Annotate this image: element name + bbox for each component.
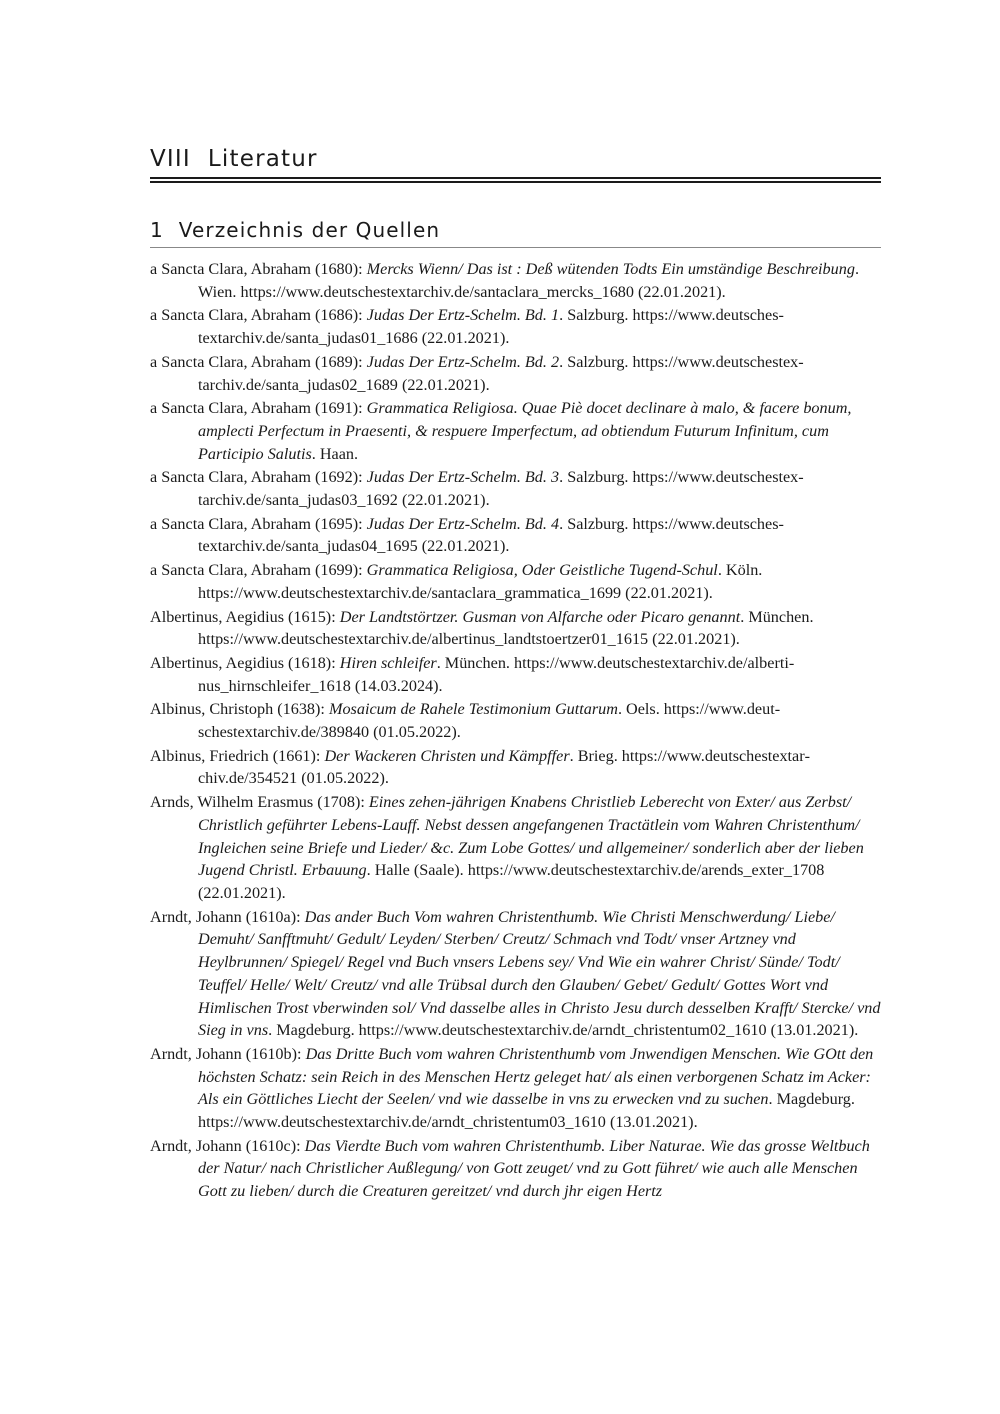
entry-title: Judas Der Ertz-Schelm. Bd. 2 xyxy=(366,352,560,371)
entry-author-year: a Sancta Clara, Abraham (1689): xyxy=(150,352,367,371)
entry-title: Der Landtstörtzer. Gusman von Alfarche oder Picaro genannt xyxy=(339,607,741,626)
chapter-heading xyxy=(150,144,881,174)
entry-title: Judas Der Ertz-Schelm. Bd. 4 xyxy=(366,514,560,533)
entry-title: Judas Der Ertz-Schelm. Bd. 1 xyxy=(366,306,560,325)
entry-title: Grammatica Religiosa, Oder Geistliche Tugend-Schul xyxy=(366,561,718,580)
entry-publication: . Oels. https://www.deutschestextarchiv.de/389840 (01.05.2022). xyxy=(198,700,781,742)
section-number: 1 xyxy=(150,218,164,242)
entry-publication: . Salzburg. https://www.deutschestextarchiv.de/santa_judas04_1695 (22.01.2021). xyxy=(198,514,784,556)
chapter-title: Literatur xyxy=(207,146,318,172)
entry-publication: . Salzburg. https://www.deutschestextarchiv.de/santa_judas03_1692 (22.01.2021). xyxy=(198,468,804,510)
entry-author-year: Albertinus, Aegidius (1615): xyxy=(150,607,340,626)
bibliography-list xyxy=(150,258,881,1204)
entry-publication: . München. https://www.deutschestextarchiv.de/albertinus_hirnschleifer_1618 (14.03.2024). xyxy=(198,653,795,695)
entry-publication: . Salzburg. https://www.deutschestextarchiv.de/santa_judas02_1689 (22.01.2021). xyxy=(198,352,804,394)
entry-title: Das Vierdte Buch vom wahren Christenthumb. Liber Naturae. Wie das grosse Weltbuch der Natur/ nach Christlicher Außlegung/ von Gott zeuget/ vnd zu Gott führet/ wie auch alle Menschen Gott zu lieben/ durch die Creaturen gereitzet/ vnd durch jhr eigen Hertz xyxy=(198,1136,870,1201)
entry-publication: . Wien. https://www.deutschestextarchiv.de/santaclara_mercks_1680 (22.01.2021). xyxy=(198,260,859,301)
entry-author-year: Arnds, Wilhelm Erasmus (1708): xyxy=(150,793,369,812)
bibliography-entry xyxy=(150,258,881,303)
entry-title: Hiren schleifer xyxy=(339,653,437,672)
entry-publication: . Köln. https://www.deutschestextarchiv.de/santaclara_grammatica_1699 (22.01.2021). xyxy=(198,561,763,602)
entry-author-year: a Sancta Clara, Abraham (1686): xyxy=(150,306,367,325)
entry-author-year: a Sancta Clara, Abraham (1692): xyxy=(150,468,367,487)
entry-publication: . Brieg. https://www.deutschestextarchiv.de/354521 (01.05.2022). xyxy=(198,746,811,788)
bibliography-entry xyxy=(150,1043,881,1134)
section-heading-rule xyxy=(150,247,881,248)
bibliography-entry xyxy=(150,351,881,396)
entry-publication: . München. https://www.deutschestextarchiv.de/albertinus_landtstoertzer01_1615 (22.01.2021). xyxy=(198,607,814,649)
entry-publication: . Salzburg. https://www.deutschestextarchiv.de/santa_judas01_1686 (22.01.2021). xyxy=(198,306,784,348)
bibliography-entry xyxy=(150,698,881,743)
entry-author-year: Arndt, Johann (1610c): xyxy=(150,1136,305,1155)
entry-author-year: Arndt, Johann (1610b): xyxy=(150,1044,306,1063)
entry-publication: . Magdeburg. https://www.deutschestextarchiv.de/arndt_christentum02_1610 (13.01.2021). xyxy=(268,1021,859,1040)
entry-title: Judas Der Ertz-Schelm. Bd. 3 xyxy=(366,468,560,487)
entry-author-year: a Sancta Clara, Abraham (1680): xyxy=(150,260,367,278)
entry-author-year: Arndt, Johann (1610a): xyxy=(150,907,305,926)
entry-author-year: a Sancta Clara, Abraham (1691): xyxy=(150,399,367,418)
bibliography-entry xyxy=(150,466,881,511)
entry-title: Das Dritte Buch vom wahren Christenthumb vom Jnwendigen Menschen. Wie GOtt den höchsten Schatz: sein Reich in des Menschen Hertz geleget hat/ als einen verborgenen Schatz im Acker: Als ein Göttliches Liecht der Seelen/ vnd wie dasselbe in vns zu erwecken vnd zu suchen xyxy=(198,1044,874,1109)
entry-title: Eines zehen-jährigen Knabens Christlieb Leberecht von Exter/ aus Zerbst/ Christlich geführter Lebens-Lauff. Nebst dessen angefangenen Tractätlein vom Wahren Christenthum/ Ingleichen seine Briefe und Lieder/ &c. Zum Lobe Gottes/ und allgemeiner/ sonderlich aber der lieben Jugend Christl. Erbauung xyxy=(198,793,864,880)
entry-publication: . Magdeburg. https://www.deutschestextarchiv.de/arndt_christentum03_1610 (13.01.2021). xyxy=(198,1090,855,1132)
entry-publication: . Halle (Saale). https://www.deutschestextarchiv.de/arends_exter_1708 (22.01.2021). xyxy=(198,861,825,902)
bibliography-entry xyxy=(150,745,881,790)
entry-publication: . Haan. xyxy=(311,444,359,463)
bibliography-entry xyxy=(150,397,881,465)
section-heading xyxy=(150,216,881,244)
bibliography-entry xyxy=(150,559,881,604)
entry-title: Mercks Wienn/ Das ist : Deß wütenden Todts Ein umständige Beschreibung xyxy=(366,260,855,278)
entry-title: Der Wackeren Christen und Kämpffer xyxy=(324,746,570,765)
bibliography-entry xyxy=(150,652,881,697)
bibliography-entry xyxy=(150,606,881,651)
bibliography-entry xyxy=(150,791,881,905)
bibliography-entry xyxy=(150,513,881,558)
chapter-heading-rule xyxy=(150,177,881,183)
chapter-number: VIII xyxy=(150,146,191,172)
bibliography-entry xyxy=(150,1135,881,1203)
entry-author-year: Albinus, Christoph (1638): xyxy=(150,700,329,719)
entry-author-year: a Sancta Clara, Abraham (1695): xyxy=(150,514,367,533)
entry-author-year: Albertinus, Aegidius (1618): xyxy=(150,653,340,672)
entry-author-year: Albinus, Friedrich (1661): xyxy=(150,746,325,765)
entry-title: Mosaicum de Rahele Testimonium Guttarum xyxy=(328,700,618,719)
entry-title: Grammatica Religiosa. Quae Piè docet declinare à malo, & facere bonum, amplecti Perfectum in Praesenti, & respuere Imperfectum, ad obtiendum Futurum Infinitum, cum Participio Salutis xyxy=(198,399,852,463)
entry-author-year: a Sancta Clara, Abraham (1699): xyxy=(150,561,367,580)
bibliography-entry xyxy=(150,304,881,349)
entry-title: Das ander Buch Vom wahren Christenthumb. Wie Christi Menschwerdung/ Liebe/ Demuht/ Sanfftmuht/ Gedult/ Leyden/ Sterben/ Creutz/ Schmach vnd Todt/ vnser Artzney vnd Heylbrunnen/ Spiegel/ Regel vnd Buch vnsers Lebens sey/ Vnd Wie ein wahrer Christ/ Sünde/ Todt/ Teuffel/ Helle/ Welt/ Creutz/ vnd alle Trübsal durch den Glauben/ Gebet/ Gedult/ Gottes Wort vnd Himlischen Trost vberwinden sol/ Vnd dasselbe alles in Christo Jesu durch desselben Krafft/ Stercke/ vnd Sieg in vns xyxy=(198,907,881,1040)
bibliography-entry xyxy=(150,906,881,1042)
section-title: Verzeichnis der Quellen xyxy=(178,218,441,242)
